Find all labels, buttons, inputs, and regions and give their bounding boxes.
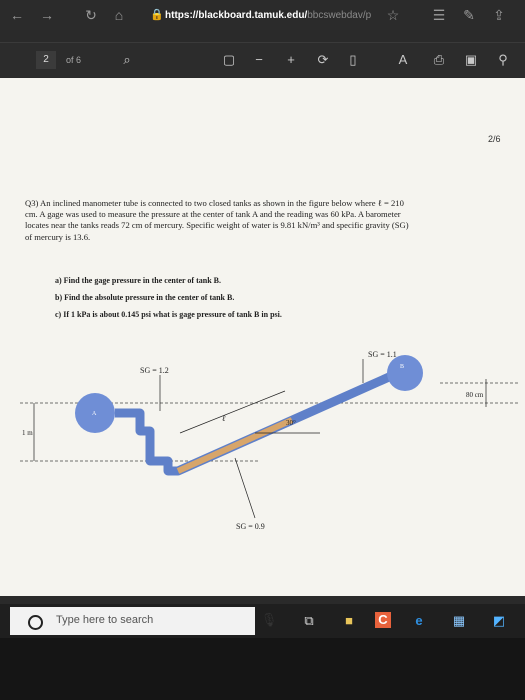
tube bbox=[115, 373, 398, 471]
dim-80-label: 80 cm bbox=[466, 391, 484, 399]
sg-a-label: SG = 1.2 bbox=[140, 366, 169, 375]
address-bar[interactable] bbox=[165, 8, 395, 24]
part-c: c) If 1 kPa is about 0.145 psi what is gage pressure of tank B in psi. bbox=[55, 310, 282, 319]
question-line: of mercury is 13.6. bbox=[25, 231, 91, 242]
page-counter: 2/6 bbox=[488, 134, 501, 144]
page-number-input[interactable]: 2 bbox=[36, 51, 56, 69]
sg-bottom-leader bbox=[235, 458, 255, 518]
file-explorer-icon[interactable]: ■ bbox=[345, 613, 353, 628]
question-text bbox=[25, 198, 500, 243]
read-aloud-icon[interactable]: A bbox=[398, 52, 408, 67]
app-icon[interactable]: ◩ bbox=[492, 613, 506, 628]
pin-icon[interactable]: ⚲ bbox=[498, 52, 508, 67]
page-total: of 6 bbox=[66, 55, 82, 65]
tank-b bbox=[387, 355, 423, 391]
home-icon[interactable]: ⌂ bbox=[114, 7, 124, 23]
refresh-icon[interactable]: ↻ bbox=[85, 7, 97, 23]
favorites-list-icon[interactable]: ☰ bbox=[432, 7, 446, 23]
label-b: B bbox=[400, 364, 405, 370]
store-icon[interactable]: ▦ bbox=[452, 613, 466, 628]
question-line: Q3) An inclined manometer tube is connected to two closed tanks as shown in the figure below where ℓ = 210 bbox=[25, 198, 404, 208]
lock-icon: 🔒 bbox=[150, 9, 164, 21]
screen-bezel bbox=[0, 638, 525, 700]
two-page-icon[interactable]: ▯ bbox=[349, 52, 357, 67]
manometer-figure bbox=[0, 343, 525, 593]
search-placeholder: Type here to search bbox=[56, 614, 154, 626]
part-a: a) Find the gage pressure in the center of tank B. bbox=[55, 276, 221, 285]
pdf-toolbar bbox=[0, 42, 525, 77]
question-line: cm. A gage was used to measure the pressure at the center of tank A and the reading was 60 kPa. A barometer bbox=[25, 209, 401, 220]
zoom-in-icon[interactable]: + bbox=[287, 52, 295, 67]
cortana-icon bbox=[28, 615, 43, 630]
back-icon[interactable]: ← bbox=[10, 7, 24, 23]
question-parts bbox=[55, 276, 282, 327]
zoom-out-icon[interactable]: − bbox=[255, 52, 263, 67]
label-a: A bbox=[92, 411, 97, 417]
pen-icon[interactable]: ✎ bbox=[463, 7, 475, 23]
print-icon[interactable]: ⎙ bbox=[433, 52, 445, 67]
dim-1m-label: 1 m bbox=[22, 429, 33, 437]
question-line: locates near the tanks reads 72 cm of mercury. Specific weight of water is 9.81 kN/m³ and specific gravity (SG) bbox=[25, 220, 409, 231]
taskbar-search-input[interactable] bbox=[10, 607, 278, 635]
taskbar bbox=[0, 604, 525, 638]
part-b: b) Find the absolute pressure in the center of tank B. bbox=[55, 293, 235, 302]
share-icon[interactable]: ⇪ bbox=[493, 7, 505, 23]
url-path: bbcswebdav/p bbox=[307, 10, 372, 21]
microphone-icon[interactable]: 🎙 bbox=[260, 612, 278, 627]
url-host: https://blackboard.tamuk.edu/ bbox=[165, 10, 308, 21]
edge-icon[interactable]: e bbox=[415, 613, 423, 628]
fluid-column bbox=[178, 420, 292, 471]
task-view-icon[interactable]: ⧉ bbox=[304, 613, 314, 628]
app-c-icon[interactable]: C bbox=[375, 612, 391, 628]
angle-label: 30° bbox=[286, 419, 296, 427]
browser-bar bbox=[0, 0, 525, 30]
search-icon[interactable]: ⌕ bbox=[123, 52, 131, 67]
rotate-icon[interactable]: ⟳ bbox=[317, 52, 329, 67]
save-icon[interactable]: ▣ bbox=[464, 52, 478, 67]
ell-label: ℓ bbox=[222, 414, 226, 423]
fit-page-icon[interactable]: ▢ bbox=[222, 52, 236, 67]
sg-bottom-label: SG = 0.9 bbox=[236, 522, 265, 531]
favorite-star-icon[interactable]: ☆ bbox=[386, 7, 400, 23]
forward-icon[interactable]: → bbox=[40, 7, 54, 23]
pdf-page bbox=[0, 78, 525, 596]
sg-b-label: SG = 1.1 bbox=[368, 350, 397, 359]
